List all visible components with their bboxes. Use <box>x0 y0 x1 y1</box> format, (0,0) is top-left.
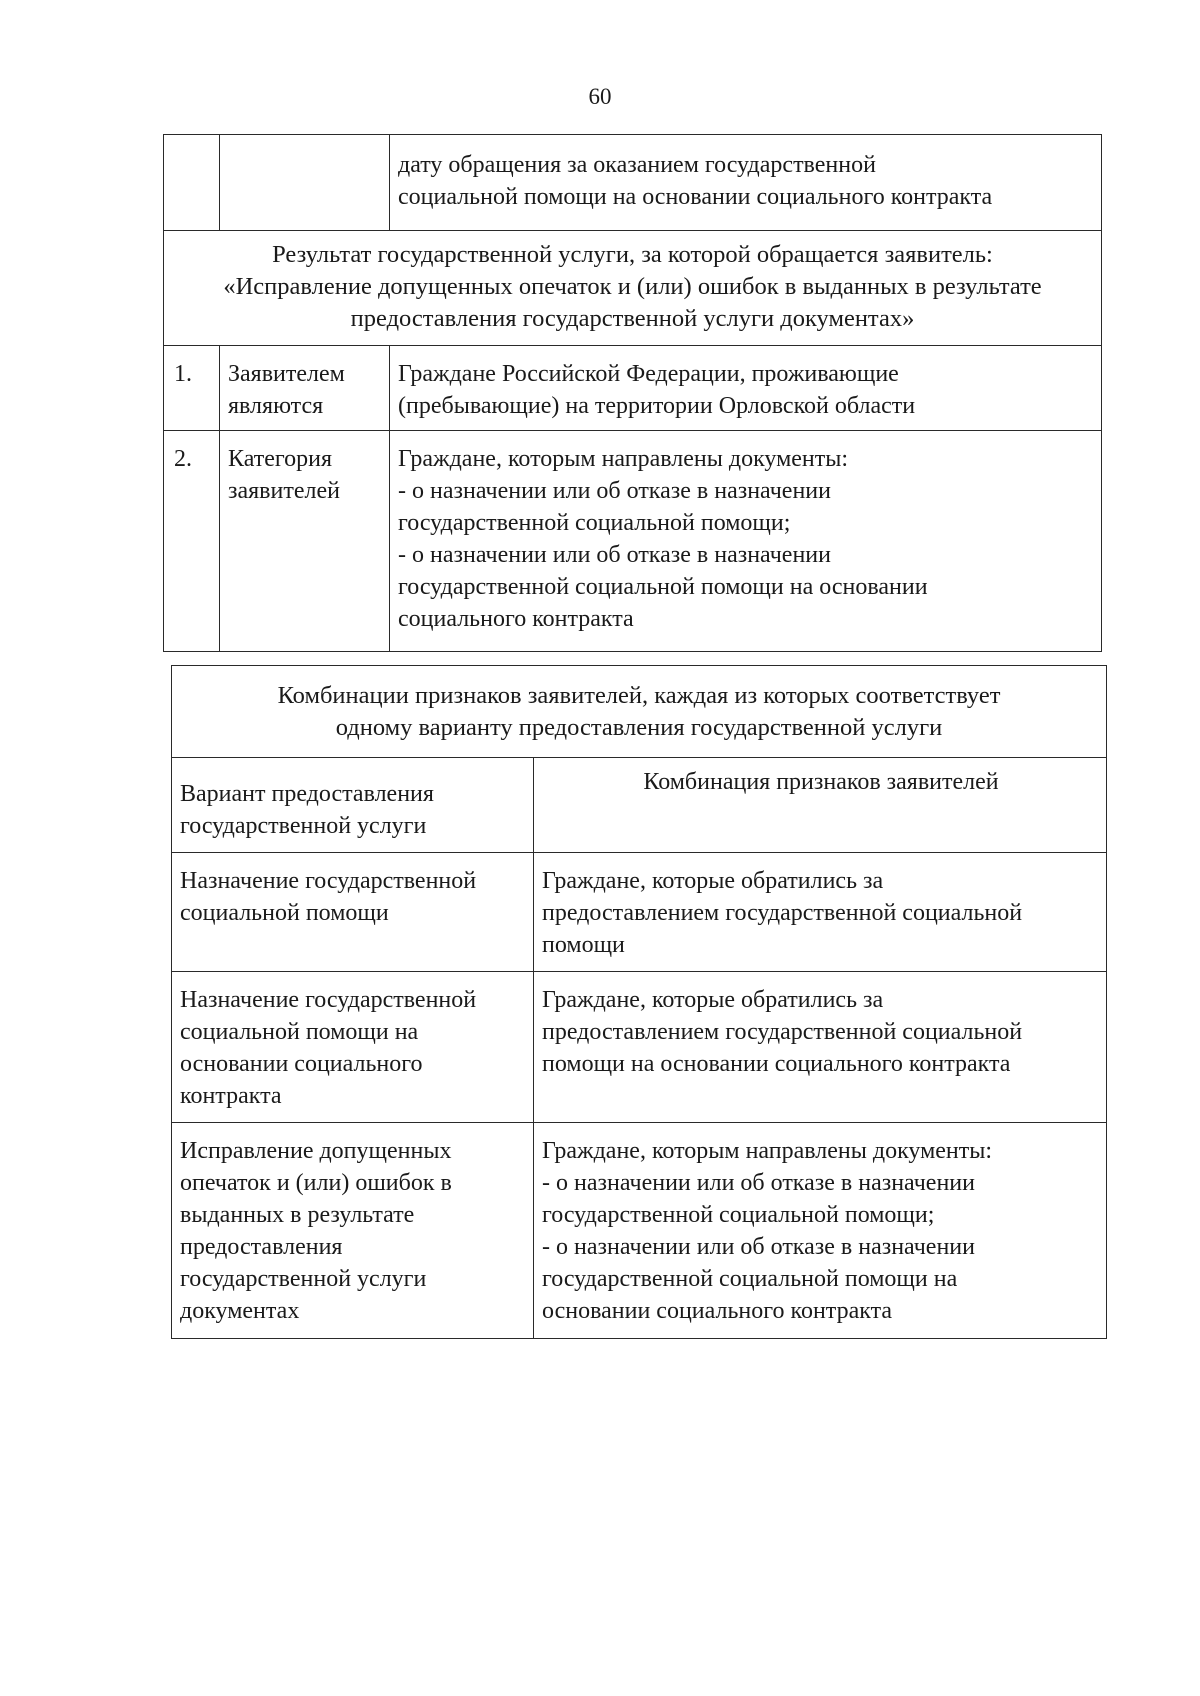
table-cell <box>534 853 1107 972</box>
table-cell <box>534 972 1107 1123</box>
table-cell <box>534 1123 1107 1339</box>
table-cell <box>390 346 1102 431</box>
table-cell <box>172 1123 534 1339</box>
table-cell <box>172 758 534 853</box>
table-row <box>164 135 1102 231</box>
combinations-title: Комбинации признаков заявителей, каждая из которых соответствует одному варианту предоставления государственной услуги <box>277 682 1001 741</box>
combination-cell: Граждане, которые обратились за предоставлением государственной социальной помощи <box>542 868 1023 958</box>
row-number: 1. <box>174 361 192 387</box>
table-row <box>172 666 1107 758</box>
variant-cell: Исправление допущенных опечаток и (или) ошибок в выданных в результате предоставления государственной услуги документах <box>180 1138 452 1324</box>
page-number: 60 <box>588 84 612 109</box>
table-row <box>172 972 1107 1123</box>
row-label: Заявителем являются <box>228 361 345 419</box>
table-cell <box>164 231 1102 346</box>
table-cell <box>220 346 390 431</box>
column-header: Комбинация признаков заявителей <box>643 769 999 795</box>
row-text: Граждане, которым направлены документы: - о назначении или об отказе в назначении государственной социальной помощи; - о назначении или об отказе в назначении государственной социальной помощи на основании социального контракта <box>398 446 928 632</box>
table-cell <box>172 972 534 1123</box>
table-row <box>172 1123 1107 1339</box>
table-cell <box>534 758 1107 853</box>
table-row <box>164 231 1102 346</box>
variant-cell: Назначение государственной социальной помощи <box>180 868 477 926</box>
variant-cell: Назначение государственной социальной помощи на основании социального контракта <box>180 987 477 1109</box>
table-cell <box>220 431 390 652</box>
table-cell <box>390 135 1102 231</box>
table-cell <box>172 853 534 972</box>
table-cell <box>164 346 220 431</box>
combination-cell: Граждане, которым направлены документы: - о назначении или об отказе в назначении государственной социальной помощи; - о назначении или об отказе в назначении государственной социальной помощи на основании социального контракта <box>542 1138 993 1324</box>
applicants-table <box>163 134 1102 652</box>
table-row <box>172 853 1107 972</box>
table-row <box>164 431 1102 652</box>
table-row <box>164 346 1102 431</box>
table-cell <box>164 431 220 652</box>
row-label: Категория заявителей <box>228 446 340 504</box>
continuation-text: дату обращения за оказанием государственной социальной помощи на основании социального контракта <box>398 152 993 210</box>
combinations-table <box>171 665 1107 1339</box>
combination-cell: Граждане, которые обратились за предоставлением государственной социальной помощи на основании социального контракта <box>542 987 1023 1077</box>
empty-cell <box>220 135 390 231</box>
table-cell <box>390 431 1102 652</box>
column-header: Вариант предоставления государственной услуги <box>180 781 434 839</box>
table-cell <box>172 666 1107 758</box>
result-heading: Результат государственной услуги, за которой обращается заявитель: «Исправление допущенных опечаток и (или) ошибок в выданных в результате предоставления государственной услуги документах» <box>223 241 1042 332</box>
table-row <box>172 758 1107 853</box>
empty-cell <box>164 135 220 231</box>
row-text: Граждане Российской Федерации, проживающие (пребывающие) на территории Орловской области <box>398 361 916 419</box>
row-number: 2. <box>174 446 192 472</box>
